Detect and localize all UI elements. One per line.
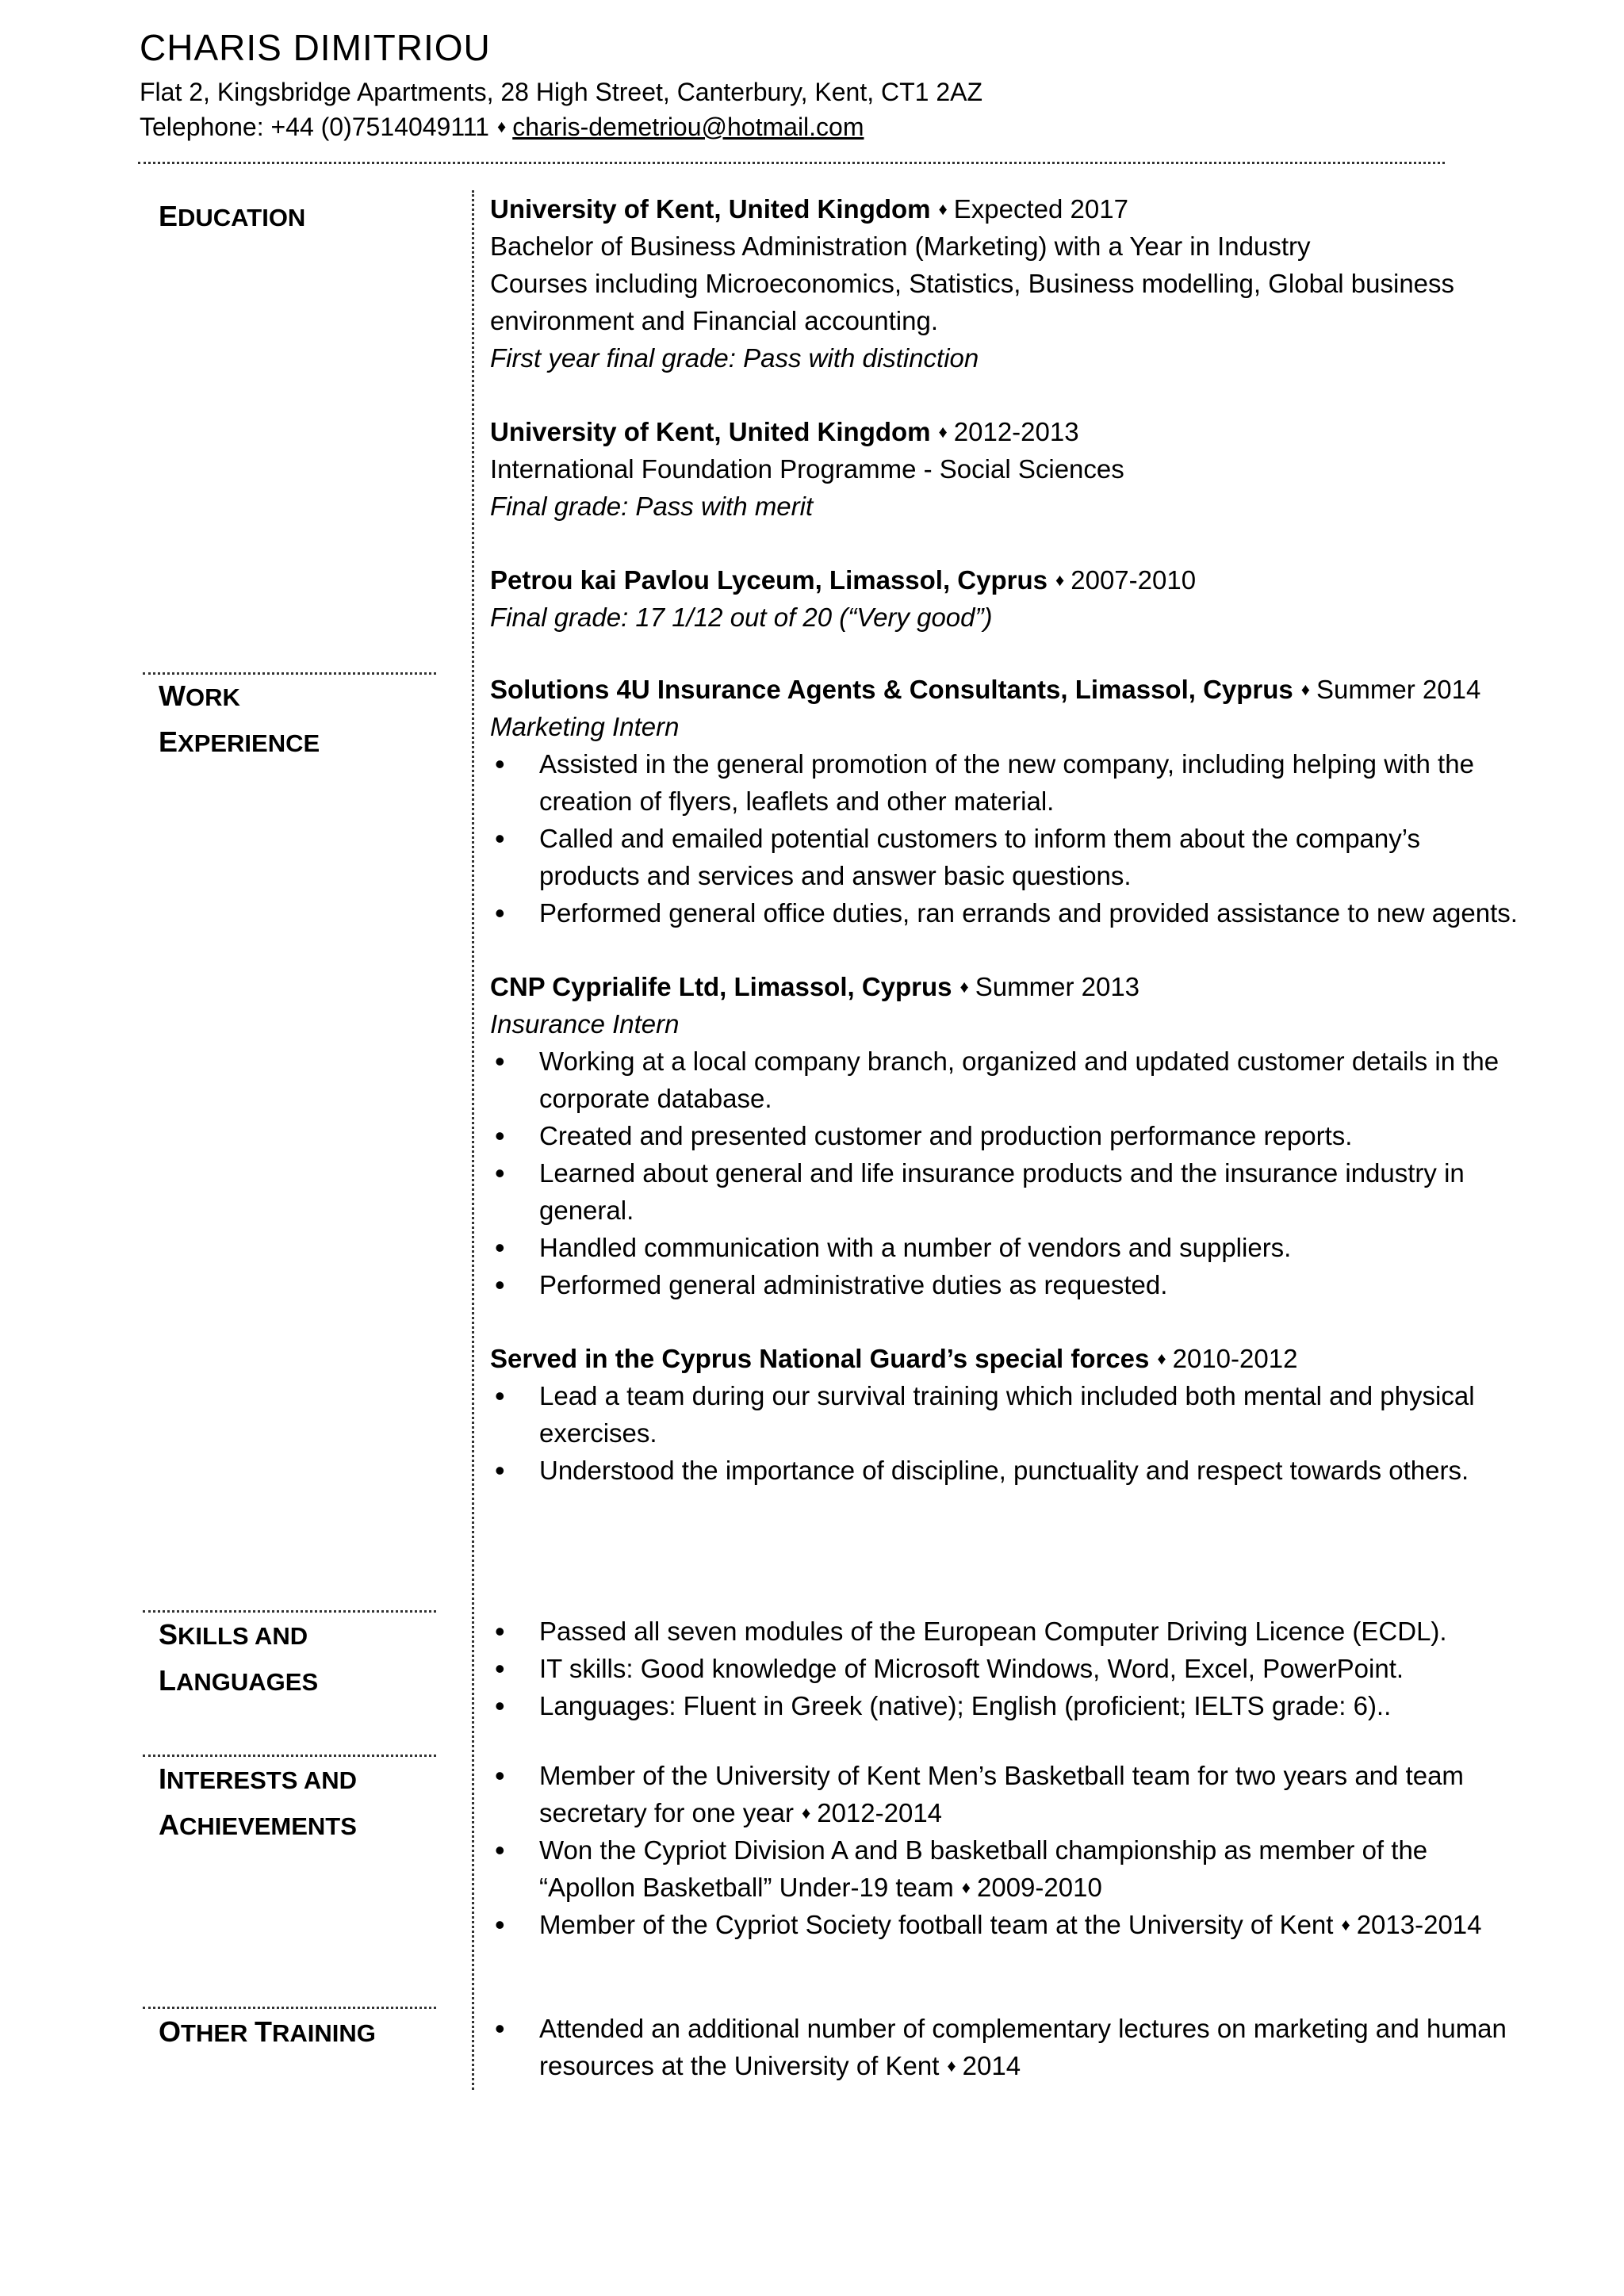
- interests-content: [490, 1757, 1521, 1943]
- training-section-divider: [143, 2007, 436, 2009]
- institution: University of Kent, United Kingdom: [490, 194, 931, 224]
- bullet-list: [490, 1377, 1521, 1489]
- diamond-separator-icon: ♦: [947, 2056, 956, 2076]
- degree: Bachelor of Business Administration (Marketing) with a Year in Industry: [490, 232, 1311, 261]
- training-content: [490, 2010, 1521, 2084]
- section-label-training: OTHER TRAINING: [159, 2015, 376, 2048]
- bullet-list: [490, 2010, 1521, 2084]
- diamond-separator-icon: ♦: [959, 977, 969, 997]
- grade: Final grade: 17 1/12 out of 20 (“Very good”): [490, 603, 993, 632]
- diamond-separator-icon: ♦: [496, 117, 507, 136]
- employer: Served in the Cyprus National Guard’s special forces: [490, 1344, 1150, 1373]
- institution: Petrou kai Pavlou Lyceum, Limassol, Cyprus: [490, 565, 1048, 595]
- work-entry: [490, 968, 1521, 1303]
- diamond-separator-icon: ♦: [1157, 1349, 1166, 1368]
- list-item: • Attended an additional number of complementary lectures on marketing and human resources at the University of Kent ♦ 2014: [490, 2010, 1521, 2084]
- work-entry: [490, 1340, 1521, 1489]
- diamond-separator-icon: ♦: [1300, 679, 1311, 699]
- grade: Final grade: Pass with merit: [490, 492, 814, 521]
- diamond-separator-icon: ♦: [1055, 570, 1065, 590]
- courses-cont: environment and Financial accounting.: [490, 306, 939, 335]
- list-item: • Member of the University of Kent Men’s Basketball team for two years and team secretary for one year ♦ 2012-2014: [490, 1757, 1521, 1831]
- bullet-list: [490, 745, 1521, 932]
- role: Insurance Intern: [490, 1009, 680, 1039]
- date: 2012-2013: [953, 417, 1079, 446]
- work-content: [490, 671, 1521, 1525]
- address-line: Flat 2, Kingsbridge Apartments, 28 High Street, Canterbury, Kent, CT1 2AZ: [140, 78, 983, 106]
- date: Expected 2017: [953, 194, 1128, 224]
- date: 2010-2012: [1172, 1344, 1298, 1373]
- work-entry: [490, 671, 1521, 932]
- grade: First year final grade: Pass with distinction: [490, 343, 979, 373]
- list-item: • Called and emailed potential customers to inform them about the company’s products and services and answer basic questions.: [490, 820, 1521, 894]
- employer: CNP Cyprialife Ltd, Limassol, Cyprus: [490, 972, 952, 1001]
- diamond-separator-icon: ♦: [938, 199, 948, 219]
- list-item: • Performed general administrative duties as requested.: [490, 1266, 1521, 1303]
- list-item: • Working at a local company branch, organized and updated customer details in the corporate database.: [490, 1043, 1521, 1117]
- diamond-separator-icon: ♦: [1341, 1915, 1350, 1934]
- list-item: • Understood the importance of discipline, punctuality and respect towards others.: [490, 1452, 1521, 1489]
- bullet-list: [490, 1613, 1521, 1724]
- programme: International Foundation Programme - Social Sciences: [490, 454, 1124, 484]
- education-entry: [490, 413, 1521, 525]
- date: 2007-2010: [1071, 565, 1197, 595]
- bullet-list: [490, 1757, 1521, 1943]
- diamond-separator-icon: ♦: [938, 422, 948, 442]
- education-content: [490, 190, 1521, 672]
- diamond-separator-icon: ♦: [801, 1803, 811, 1823]
- list-item: • Lead a team during our survival training which included both mental and physical exercises.: [490, 1377, 1521, 1452]
- section-label-education: EDUCATION: [159, 200, 306, 232]
- list-item: • Assisted in the general promotion of the new company, including helping with the creation of flyers, leaflets and other material.: [490, 745, 1521, 820]
- header-divider: [138, 162, 1445, 164]
- skills-content: [490, 1613, 1521, 1724]
- list-item: • Created and presented customer and production performance reports.: [490, 1117, 1521, 1154]
- list-item: • Performed general office duties, ran errands and provided assistance to new agents.: [490, 894, 1521, 932]
- telephone: Telephone: +44 (0)7514049111: [140, 113, 489, 141]
- section-label-interests: INTERESTS AND ACHIEVEMENTS: [159, 1762, 357, 1841]
- contact-line: [140, 109, 864, 144]
- list-item: • Handled communication with a number of vendors and suppliers.: [490, 1229, 1521, 1266]
- list-item: • Passed all seven modules of the European Computer Driving Licence (ECDL).: [490, 1613, 1521, 1650]
- list-item: • Won the Cypriot Division A and B basketball championship as member of the “Apollon Basketball” Under-19 team ♦ 2009-2010: [490, 1831, 1521, 1906]
- education-entry: [490, 190, 1521, 377]
- list-item: • Member of the Cypriot Society football team at the University of Kent ♦ 2013-2014: [490, 1906, 1521, 1943]
- role: Marketing Intern: [490, 712, 680, 741]
- section-label-work: WORK EXPERIENCE: [159, 679, 320, 758]
- list-item: • Learned about general and life insurance products and the insurance industry in general.: [490, 1154, 1521, 1229]
- date: Summer 2014: [1316, 675, 1481, 704]
- list-item: • Languages: Fluent in Greek (native); English (proficient; IELTS grade: 6)..: [490, 1687, 1521, 1724]
- section-label-skills: SKILLS AND LANGUAGES: [159, 1618, 319, 1697]
- candidate-name: CHARIS DIMITRIOU: [140, 27, 491, 68]
- date: Summer 2013: [975, 972, 1140, 1001]
- list-item: • IT skills: Good knowledge of Microsoft Windows, Word, Excel, PowerPoint.: [490, 1650, 1521, 1687]
- employer: Solutions 4U Insurance Agents & Consultants, Limassol, Cyprus: [490, 675, 1293, 704]
- education-entry: [490, 561, 1521, 636]
- bullet-list: [490, 1043, 1521, 1303]
- email-link[interactable]: charis-demetriou@hotmail.com: [512, 113, 864, 141]
- courses: Courses including Microeconomics, Statistics, Business modelling, Global business: [490, 269, 1455, 298]
- diamond-separator-icon: ♦: [961, 1877, 971, 1897]
- column-divider: [472, 190, 474, 2090]
- institution: University of Kent, United Kingdom: [490, 417, 931, 446]
